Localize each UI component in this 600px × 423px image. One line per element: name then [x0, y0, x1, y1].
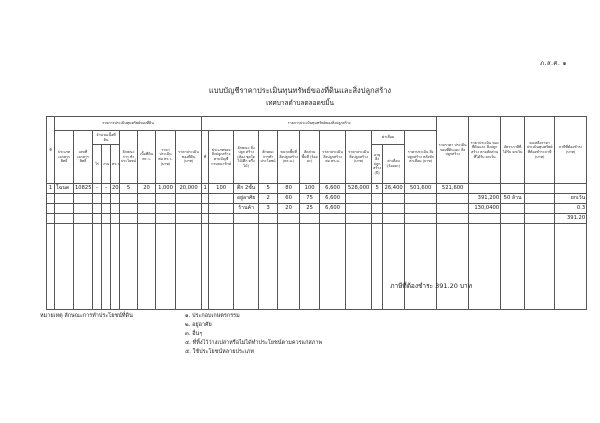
col-b-price-sqm: ราคาประเมิน สิ่งปลูกสร้าง ต่อ ตร.ม.: [320, 131, 346, 184]
cell-tax-rate: [501, 184, 525, 194]
cell-b-price: 6,600: [320, 184, 346, 194]
legend-item: ๓. อื่นๆ: [185, 331, 203, 337]
legend-item: ๕. ใช้ประโยชน์หลายประเภท: [185, 349, 254, 355]
col-b-pct: สัดส่วน พื้นที่ (ร้อยละ): [300, 131, 320, 184]
col-wa: ตร.ว.: [111, 145, 120, 184]
cell-b-area: 3: [259, 204, 278, 214]
col-b-use: ลักษณะ การทำ ประโยชน์: [259, 131, 278, 184]
col-b-area: ขนาดพื้นที่ สิ่งปลูกสร้าง (ตร.ม.): [278, 131, 300, 184]
cell-deed-type: โฉนด: [55, 184, 74, 194]
cell-depr-pct: 26,400: [383, 184, 405, 194]
col-deed-type: ประเภท เอกสาร สิทธิ์: [55, 131, 74, 184]
table-row: [47, 184, 587, 194]
table-row-blank: [47, 224, 587, 310]
cell-b-pct: 80: [278, 184, 300, 194]
cell-b-type: 100: [209, 184, 234, 194]
cell-b-area: 5: [259, 184, 278, 194]
cell-deed-no: 10825: [74, 184, 93, 194]
col-b-price: ราคาประเมิน สิ่งปลูกสร้าง (บาท): [346, 131, 372, 184]
cell-wa: 20: [111, 184, 120, 194]
legend-item: ๑. ประกอบเกษตรกรรม: [185, 313, 240, 319]
cell-b-total: 528,000: [346, 184, 372, 194]
cell-b-price-sqm: 25: [300, 204, 320, 214]
cell-land-use: 20: [138, 184, 156, 194]
col-price-per-wa: ราคา ประเมิน ต่อ ตร.ว. (บาท): [156, 131, 176, 184]
document-title: แบบบัญชีราคาประเมินทุนทรัพย์ของที่ดินและสิ่งปลูกสร้าง: [208, 86, 392, 95]
cell-tax-amount: ยกเว้น: [555, 194, 587, 204]
land-group-header: รายการประเมินทุนทรัพย์ของที่ดิน: [55, 117, 202, 131]
land-use-legend: [185, 312, 445, 357]
cell-b-kind: ร้านค้า: [234, 204, 259, 214]
cell-tax-amount: [555, 184, 587, 194]
cell-net-value: 50 ล้าน: [501, 194, 525, 204]
cell-total-value: 521,600: [437, 184, 469, 194]
cell-b-kind: อยู่อาศัย: [234, 194, 259, 204]
cell-net-value: [525, 184, 555, 194]
cell-exempt: 130,0400: [469, 204, 501, 214]
cell-b-price-sqm: 75: [300, 194, 320, 204]
assessment-table: [46, 116, 587, 310]
cell-ngan: -: [102, 184, 111, 194]
col-land-total: ราคาประเมิน ของที่ดิน (บาท): [176, 131, 202, 184]
col-depr-pct: ค่าเสื่อม (ร้อยละ): [383, 145, 405, 184]
cell-tax-amount: 0.3: [555, 204, 587, 214]
col-rai: ไร่: [93, 145, 102, 184]
cell-no: 1: [47, 184, 55, 194]
col-exempt: ราคาประเมิน ของที่ดินและ สิ่งปลูกสร้าง ตามสัดส่วน ที่ได้รับ ยกเว้น: [469, 117, 501, 184]
table-row: [47, 214, 587, 224]
table-row: [47, 194, 587, 204]
cell-tax-total: 391.20: [555, 214, 587, 224]
col-total-value: รวมราคา ประเมิน ของที่ดินและ สิ่งปลูกสร้าง: [437, 117, 469, 184]
col-b-kind: ลักษณะ สิ่งปลูก สร้าง (ห้อง ชุดใด ไม้/ตึก ครึ่งไม้): [234, 131, 259, 184]
cell-b-area: 2: [259, 194, 278, 204]
cell-b-pct: 60: [278, 194, 300, 204]
col-b-no: ที่: [202, 131, 209, 184]
form-code: ภ.ส.ศ. ๑: [540, 60, 567, 67]
cell-b-kind: ตึก 2ชั้น: [234, 184, 259, 194]
table-group-header: [47, 117, 587, 131]
col-tax-rate-exempt: อัตราภาษีที่ได้รับ ยกเว้น: [501, 117, 525, 184]
cell-rai: -: [93, 184, 102, 194]
cell-b-pct: 20: [278, 204, 300, 214]
col-tax-amount: ภาษีที่ต้องชำระ (บาท): [555, 117, 587, 184]
table-row: [47, 204, 587, 214]
cell-price-per-wa: 1,000: [156, 184, 176, 194]
col-ngan: งาน: [102, 145, 111, 184]
notes-label: หมายเหตุ ลักษณะการทำประโยชน์ที่ดิน: [40, 313, 133, 319]
legend-item: ๒. อยู่อาศัย: [185, 322, 212, 328]
cell-exempt: [469, 184, 501, 194]
cell-exempt: 391,200: [469, 194, 501, 204]
tax-summary-line: ภาษีที่ต้องชำระ 391.20 บาท: [390, 282, 472, 290]
area-group-header: จำนวนเนื้อที่ดิน: [93, 131, 120, 145]
col-total-wa: เนื้อที่ดิน ตร.ว.: [138, 131, 156, 184]
col-deed-no: เลขที่ เอกสาร สิทธิ์: [74, 131, 93, 184]
col-depr-amt: ราคาประเมิน สิ่งปลูกสร้าง หลังหักค่าเสื่อม (บาท): [405, 131, 437, 184]
legend-item: ๔. ที่ทิ้งไว้ว่างเปล่าหรือไม่ได้ทำประโยชน์ตามควรแก่สภาพ: [185, 340, 323, 346]
cell-age: 5: [372, 184, 383, 194]
cell-b-price-sqm: 100: [300, 184, 320, 194]
cell-b-no: 1: [202, 184, 209, 194]
cell-depr-amt: 501,600: [405, 184, 437, 194]
depr-group-header: ค่าเสื่อม: [372, 131, 405, 145]
building-group-header: รายการประเมินทุนทรัพย์ของสิ่งปลูกสร้าง: [202, 117, 437, 131]
cell-b-price: 6,600: [320, 194, 346, 204]
cell-land-total: 20,000: [176, 184, 202, 194]
col-land-use: ลักษณะ การ ทำ ประโยชน์: [120, 131, 138, 184]
col-no: ที่: [47, 117, 55, 184]
document-subtitle: เทศบาลตำบลตลอดขมิ้น: [266, 99, 334, 107]
col-b-type: ประเภทของ สิ่งปลูกสร้าง ตามบัญชี กรมธนารักษ์: [209, 131, 234, 184]
cell-total-wa: 5: [120, 184, 138, 194]
col-net-value: คงเหลือราคา ประเมินทุนทรัพย์ ที่ต้องชำระภาษี (บาท): [525, 117, 555, 184]
cell-b-price: 6,600: [320, 204, 346, 214]
col-age: อายุ สิ่งปลูก สร้าง (ปี): [372, 145, 383, 184]
